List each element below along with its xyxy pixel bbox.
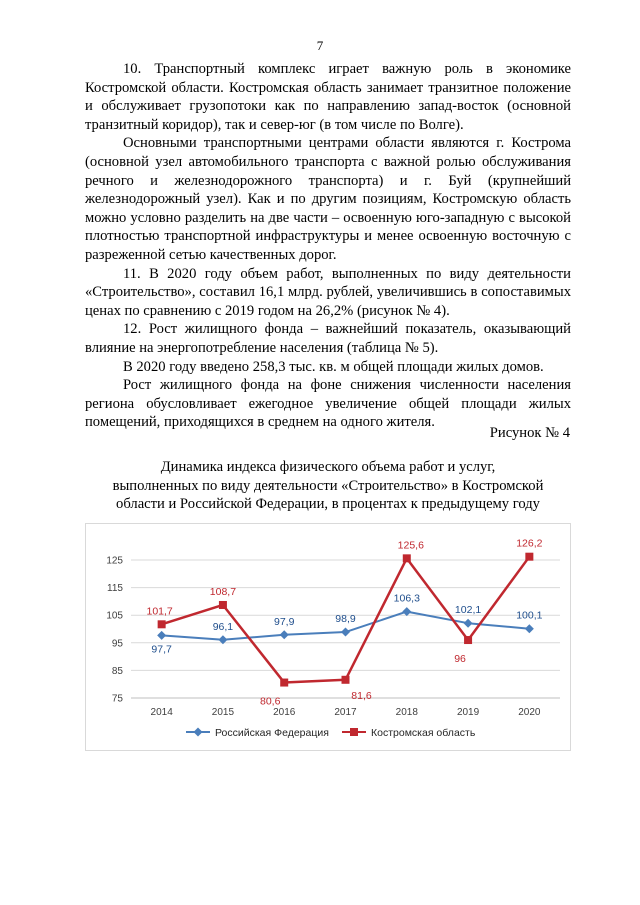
paragraph-transport-centers: Основными транспортными центрами области являются г. Кострома (основной узел автомобильного транспорта с важной ролью обслуживания речного и железнодорожного транспорта) и г. Буй (крупнейший железнодорожный узел). Как и по другим позициям, Костромскую область можно условно разделить на две части – освоенную юго-западную с высокой плотностью транспортной инфраструктуры и менее освоенную восточную с разреженной сетью качественных дорог. [85, 135, 571, 263]
data-point [525, 553, 533, 561]
paragraph-housing-2020: В 2020 году введено 258,3 тыс. кв. м общей площади жилых домов. [123, 358, 544, 375]
data-point [157, 631, 166, 640]
data-label: 106,3 [393, 592, 420, 605]
line-chart [86, 524, 570, 750]
data-point [158, 620, 166, 628]
data-point [464, 636, 472, 644]
x-tick-label: 2020 [518, 707, 541, 718]
data-label: 125,6 [397, 539, 424, 552]
page-number: 7 [316, 38, 324, 53]
data-label: 98,9 [335, 613, 356, 626]
x-tick-label: 2014 [150, 707, 173, 718]
paragraph-housing-growth: 12. Рост жилищного фонда – важнейший показатель, оказывающий влияние на энергопотребление населения (таблица № 5). [85, 321, 571, 356]
data-label: 101,7 [146, 605, 173, 618]
figure-title [85, 458, 571, 514]
y-tick-label: 115 [107, 583, 123, 595]
figure-label: Рисунок № 4 [489, 425, 570, 441]
data-label: 97,9 [273, 615, 295, 628]
y-tick-label: 75 [111, 693, 123, 705]
data-label: 108,7 [209, 585, 237, 598]
figure-title-line: Динамика индекса физического объема работ и услуг, [160, 459, 496, 475]
paragraph-housing-per-capita: Рост жилищного фонда на фоне снижения численности населения региона обусловливает ежегодное увеличение общей площади жилых помещений, приходящихся в среднем на одного жителя. [85, 377, 571, 431]
paragraph-construction-volume: 11. В 2020 году объем работ, выполненных по виду деятельности «Строительство», составил 16,1 млрд. рублей, увеличившись в сопоставимых ценах по сравнению с 2019 годом на 26,2% (рисунок № 4). [85, 265, 571, 319]
body-text [85, 60, 571, 432]
data-label: 102,1 [454, 604, 482, 617]
legend-label: Костромская область [371, 727, 476, 739]
data-label: 81,6 [351, 689, 372, 702]
figure-title-line: области и Российской Федерации, в процентах к предыдущему году [116, 496, 540, 513]
data-label: 97,7 [151, 643, 172, 656]
x-tick-label: 2015 [211, 707, 235, 718]
legend-marker [350, 728, 358, 736]
figure-title-line: выполненных по виду деятельности «Строительство» в Костромской [112, 477, 544, 494]
x-tick-label: 2019 [456, 707, 480, 718]
data-point [280, 679, 288, 687]
y-tick-label: 85 [111, 665, 123, 677]
data-point [525, 624, 534, 633]
chart-container [85, 523, 571, 751]
legend-label: Российская Федерация [215, 727, 329, 739]
data-point [280, 630, 289, 639]
data-point [464, 619, 473, 628]
paragraph-transport-complex: 10. Транспортный комплекс играет важную роль в экономике Костромской области. Костромская область занимает транзитное положение и обслуживает грузопотоки как по направлению запад-восток (основной транзитный коридор), так и север-юг (в том числе по Волге). [85, 61, 571, 133]
x-tick-label: 2017 [334, 707, 357, 718]
y-tick-label: 105 [106, 610, 123, 622]
data-point [342, 676, 350, 684]
legend-marker [194, 728, 203, 737]
data-point [403, 554, 411, 562]
data-label: 96,1 [212, 620, 234, 633]
data-label: 96 [454, 653, 466, 666]
data-point [341, 628, 350, 637]
y-tick-label: 125 [106, 555, 123, 567]
y-tick-label: 95 [111, 638, 123, 650]
data-point [219, 601, 227, 609]
data-label: 100,1 [516, 609, 543, 622]
data-label: 126,2 [516, 537, 543, 550]
data-label: 80,6 [259, 695, 281, 708]
x-tick-label: 2018 [395, 707, 418, 718]
x-tick-label: 2016 [273, 707, 296, 718]
